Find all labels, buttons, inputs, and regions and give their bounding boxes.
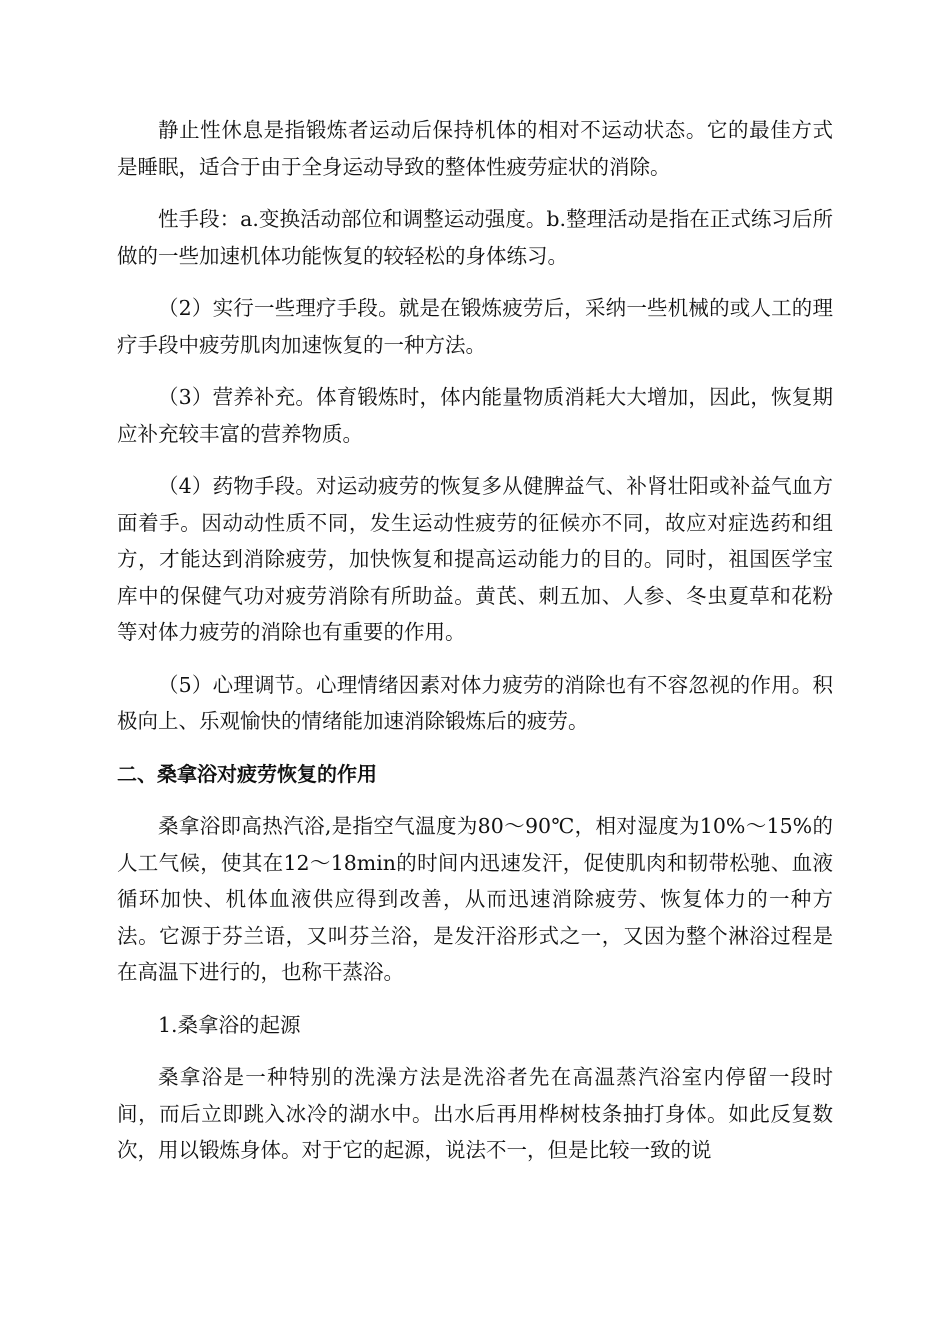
- paragraph-psychology: （5）心理调节。心理情绪因素对体力疲劳的消除也有不容忽视的作用。积极向上、乐观愉快的情绪能加速消除锻炼后的疲劳。: [117, 672, 833, 733]
- paragraph-medicine: （4）药物手段。对运动疲劳的恢复多从健脾益气、补肾壮阳或补益气血方面着手。因动动性质不同，发生运动性疲劳的征候亦不同，故应对症选药和组方，才能达到消除疲劳，加快恢复和提高运动能力的目的。同时，祖国医学宝库中的保健气功对疲劳消除有所助益。黄芪、刺五加、人参、冬虫夏草和花粉等对体力疲劳的消除也有重要的作用。: [117, 474, 833, 644]
- paragraph-sauna-origin: 桑拿浴是一种特别的洗澡方法是洗浴者先在高温蒸汽浴室内停留一段时间，而后立即跳入冰冷的湖水中。出水后再用桦树枝条抽打身体。如此反复数次，用以锻炼身体。对于它的起源，说法不一，但是比较一致的说: [117, 1065, 833, 1162]
- paragraph-sauna-intro: 桑拿浴即高热汽浴,是指空气温度为80～90℃，相对湿度为10%～15%的人工气候，使其在12～18min的时间内迅速发汗，促使肌肉和韧带松驰、血液循环加快、机体血液供应得到改善，从而迅速消除疲劳、恢复体力的一种方法。它源于芬兰语，又叫芬兰浴，是发汗浴形式之一，又因为整个淋浴过程是在高温下进行的，也称干蒸浴。: [117, 814, 833, 984]
- document-page: [117, 112, 833, 1185]
- paragraph-active-means: 性手段：a.变换活动部位和调整运动强度。b.整理活动是指在正式练习后所做的一些加速机体功能恢复的较轻松的身体练习。: [117, 207, 833, 268]
- paragraph-static-rest: 静止性休息是指锻炼者运动后保持机体的相对不运动状态。它的最佳方式是睡眠，适合于由于全身运动导致的整体性疲劳症状的消除。: [117, 118, 833, 179]
- subsection-heading-origin: 1.桑拿浴的起源: [158, 1012, 301, 1037]
- section-heading-sauna: 二、桑拿浴对疲劳恢复的作用: [117, 761, 377, 786]
- paragraph-physiotherapy: （2）实行一些理疗手段。就是在锻炼疲劳后，采纳一些机械的或人工的理疗手段中疲劳肌肉加速恢复的一种方法。: [117, 296, 833, 357]
- paragraph-nutrition: （3）营养补充。体育锻炼时，体内能量物质消耗大大增加，因此，恢复期应补充较丰富的营养物质。: [117, 385, 833, 446]
